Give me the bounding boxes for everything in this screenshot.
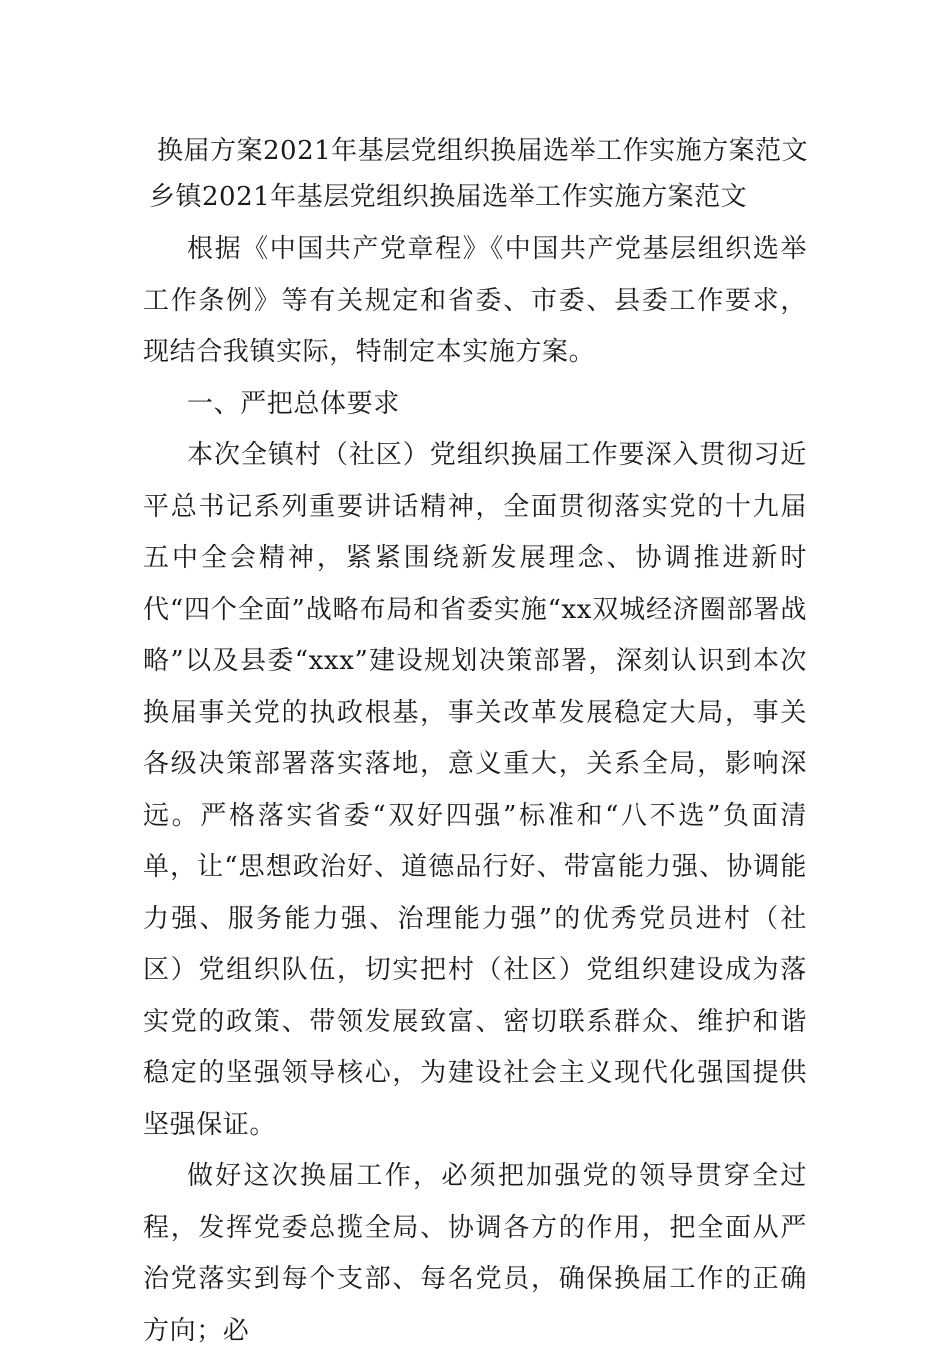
intro-paragraph: 根据《中国共产党章程》《中国共产党基层组织选举工作条例》等有关规定和省委、市委、县委工作要求，现结合我镇实际，特制定本实施方案。 — [143, 234, 807, 367]
section-1-paragraph-1: 本次全镇村（社区）党组织换届工作要深入贯彻习近平总书记系列重要讲话精神，全面贯彻落实党的十九届五中全会精神，紧紧围绕新发展理念、协调推进新时代“四个全面”战略布局和省委实施“xx双城经济圈部署战略”以及县委“xxx”建设规划决策部署，深刻认识到本次换届事关党的执政根基，事关改革发展稳定大局，事关各级决策部署落实落地，意义重大，关系全局，影响深远。严格落实省委“双好四强”标准和“八不选”负面清单，让“思想政治好、道德品行好、带富能力强、协调能力强、服务能力强、治理能力强”的优秀党员进村（社区）党组织队伍，切实把村（社区）党组织建设成为落实党的政策、带领发展致富、密切联系群众、维护和谐稳定的坚强领导核心，为建设社会主义现代化强国提供坚强保证。 — [143, 440, 807, 1140]
document-title: 换届方案2021年基层党组织换届选举工作实施方案范文 — [157, 136, 809, 166]
document-subtitle: 乡镇2021年基层党组织换届选举工作实施方案范文 — [149, 182, 748, 212]
section-heading-1: 一、严把总体要求 — [187, 388, 400, 419]
section-1-paragraph-2: 做好这次换届工作，必须把加强党的领导贯穿全过程，发挥党委总揽全局、协调各方的作用，把全面从严治党落实到每个支部、每名党员，确保换届工作的正确方向；必 — [143, 1161, 807, 1346]
document-body — [143, 128, 807, 1357]
